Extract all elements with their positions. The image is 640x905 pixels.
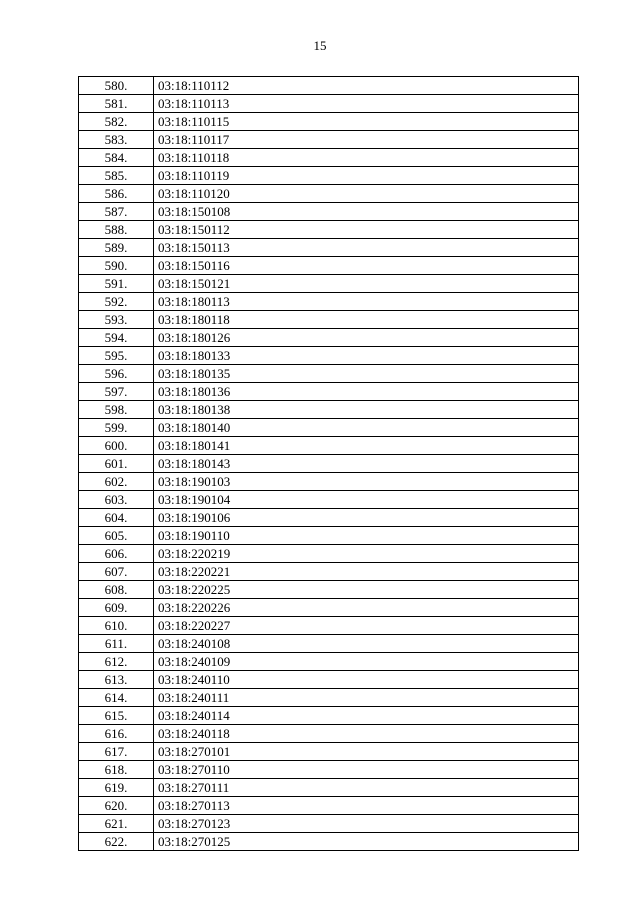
- table-row: [79, 725, 579, 743]
- cadastral-table: [78, 76, 579, 851]
- cadastral-code: 03:18:190106: [154, 509, 579, 527]
- table-row: [79, 149, 579, 167]
- cadastral-code: 03:18:190110: [154, 527, 579, 545]
- row-number: 608.: [79, 581, 154, 599]
- row-number: 602.: [79, 473, 154, 491]
- row-number: 596.: [79, 365, 154, 383]
- table-row: [79, 203, 579, 221]
- cadastral-code: 03:18:150113: [154, 239, 579, 257]
- page-number: 15: [313, 38, 327, 53]
- table-row: [79, 779, 579, 797]
- table-row: [79, 77, 579, 95]
- table-row: [79, 167, 579, 185]
- cadastral-code: 03:18:220221: [154, 563, 579, 581]
- row-number: 588.: [79, 221, 154, 239]
- row-number: 597.: [79, 383, 154, 401]
- cadastral-code: 03:18:180133: [154, 347, 579, 365]
- row-number: 589.: [79, 239, 154, 257]
- table-row: [79, 527, 579, 545]
- row-number: 606.: [79, 545, 154, 563]
- table-row: [79, 419, 579, 437]
- row-number: 586.: [79, 185, 154, 203]
- table-row: [79, 437, 579, 455]
- table-row: [79, 455, 579, 473]
- table-row: [79, 221, 579, 239]
- cadastral-code: 03:18:240111: [154, 689, 579, 707]
- table-row: [79, 365, 579, 383]
- cadastral-code: 03:18:240108: [154, 635, 579, 653]
- cadastral-code: 03:18:270113: [154, 797, 579, 815]
- cadastral-code: 03:18:110119: [154, 167, 579, 185]
- row-number: 582.: [79, 113, 154, 131]
- table-row: [79, 653, 579, 671]
- table-row: [79, 185, 579, 203]
- row-number: 619.: [79, 779, 154, 797]
- row-number: 614.: [79, 689, 154, 707]
- row-number: 611.: [79, 635, 154, 653]
- cadastral-code: 03:18:180140: [154, 419, 579, 437]
- cadastral-code: 03:18:150116: [154, 257, 579, 275]
- table-row: [79, 743, 579, 761]
- row-number: 598.: [79, 401, 154, 419]
- cadastral-code: 03:18:190104: [154, 491, 579, 509]
- row-number: 613.: [79, 671, 154, 689]
- cadastral-code: 03:18:240114: [154, 707, 579, 725]
- row-number: 591.: [79, 275, 154, 293]
- table-row: [79, 383, 579, 401]
- cadastral-code: 03:18:150121: [154, 275, 579, 293]
- row-number: 592.: [79, 293, 154, 311]
- table-row: [79, 293, 579, 311]
- table-row: [79, 275, 579, 293]
- cadastral-code: 03:18:270123: [154, 815, 579, 833]
- cadastral-code: 03:18:110113: [154, 95, 579, 113]
- table-body: [79, 77, 579, 851]
- row-number: 615.: [79, 707, 154, 725]
- row-number: 604.: [79, 509, 154, 527]
- cadastral-code: 03:18:180143: [154, 455, 579, 473]
- row-number: 595.: [79, 347, 154, 365]
- cadastral-code: 03:18:220219: [154, 545, 579, 563]
- row-number: 601.: [79, 455, 154, 473]
- table-row: [79, 473, 579, 491]
- cadastral-code: 03:18:150108: [154, 203, 579, 221]
- cadastral-code: 03:18:110115: [154, 113, 579, 131]
- row-number: 600.: [79, 437, 154, 455]
- table-row: [79, 833, 579, 851]
- row-number: 580.: [79, 77, 154, 95]
- cadastral-code: 03:18:220227: [154, 617, 579, 635]
- cadastral-code: 03:18:270101: [154, 743, 579, 761]
- table-row: [79, 113, 579, 131]
- row-number: 616.: [79, 725, 154, 743]
- row-number: 610.: [79, 617, 154, 635]
- table-row: [79, 311, 579, 329]
- cadastral-code: 03:18:150112: [154, 221, 579, 239]
- row-number: 621.: [79, 815, 154, 833]
- table-row: [79, 581, 579, 599]
- cadastral-code: 03:18:110120: [154, 185, 579, 203]
- table-row: [79, 329, 579, 347]
- table-row: [79, 815, 579, 833]
- table-row: [79, 491, 579, 509]
- table-row: [79, 545, 579, 563]
- row-number: 599.: [79, 419, 154, 437]
- row-number: 607.: [79, 563, 154, 581]
- row-number: 609.: [79, 599, 154, 617]
- cadastral-code: 03:18:270110: [154, 761, 579, 779]
- row-number: 590.: [79, 257, 154, 275]
- cadastral-code: 03:18:270111: [154, 779, 579, 797]
- row-number: 594.: [79, 329, 154, 347]
- cadastral-code: 03:18:180126: [154, 329, 579, 347]
- table-row: [79, 671, 579, 689]
- cadastral-code: 03:18:180138: [154, 401, 579, 419]
- row-number: 593.: [79, 311, 154, 329]
- table-row: [79, 599, 579, 617]
- table-row: [79, 347, 579, 365]
- cadastral-code: 03:18:220225: [154, 581, 579, 599]
- row-number: 583.: [79, 131, 154, 149]
- table-row: [79, 563, 579, 581]
- cadastral-code: 03:18:220226: [154, 599, 579, 617]
- cadastral-code: 03:18:190103: [154, 473, 579, 491]
- table-row: [79, 617, 579, 635]
- cadastral-code: 03:18:110118: [154, 149, 579, 167]
- row-number: 622.: [79, 833, 154, 851]
- cadastral-code: 03:18:180113: [154, 293, 579, 311]
- row-number: 581.: [79, 95, 154, 113]
- cadastral-code: 03:18:240109: [154, 653, 579, 671]
- cadastral-code: 03:18:110112: [154, 77, 579, 95]
- row-number: 584.: [79, 149, 154, 167]
- cadastral-code: 03:18:180136: [154, 383, 579, 401]
- row-number: 585.: [79, 167, 154, 185]
- cadastral-code: 03:18:180118: [154, 311, 579, 329]
- cadastral-code: 03:18:180141: [154, 437, 579, 455]
- row-number: 612.: [79, 653, 154, 671]
- row-number: 617.: [79, 743, 154, 761]
- table-row: [79, 761, 579, 779]
- table-row: [79, 257, 579, 275]
- table-row: [79, 509, 579, 527]
- row-number: 587.: [79, 203, 154, 221]
- table-row: [79, 707, 579, 725]
- cadastral-code: 03:18:180135: [154, 365, 579, 383]
- row-number: 603.: [79, 491, 154, 509]
- table-row: [79, 95, 579, 113]
- table-row: [79, 635, 579, 653]
- table-row: [79, 689, 579, 707]
- table-row: [79, 239, 579, 257]
- table-row: [79, 131, 579, 149]
- row-number: 605.: [79, 527, 154, 545]
- cadastral-code: 03:18:240118: [154, 725, 579, 743]
- row-number: 618.: [79, 761, 154, 779]
- table-row: [79, 401, 579, 419]
- cadastral-code: 03:18:240110: [154, 671, 579, 689]
- cadastral-code: 03:18:270125: [154, 833, 579, 851]
- row-number: 620.: [79, 797, 154, 815]
- table-row: [79, 797, 579, 815]
- cadastral-code: 03:18:110117: [154, 131, 579, 149]
